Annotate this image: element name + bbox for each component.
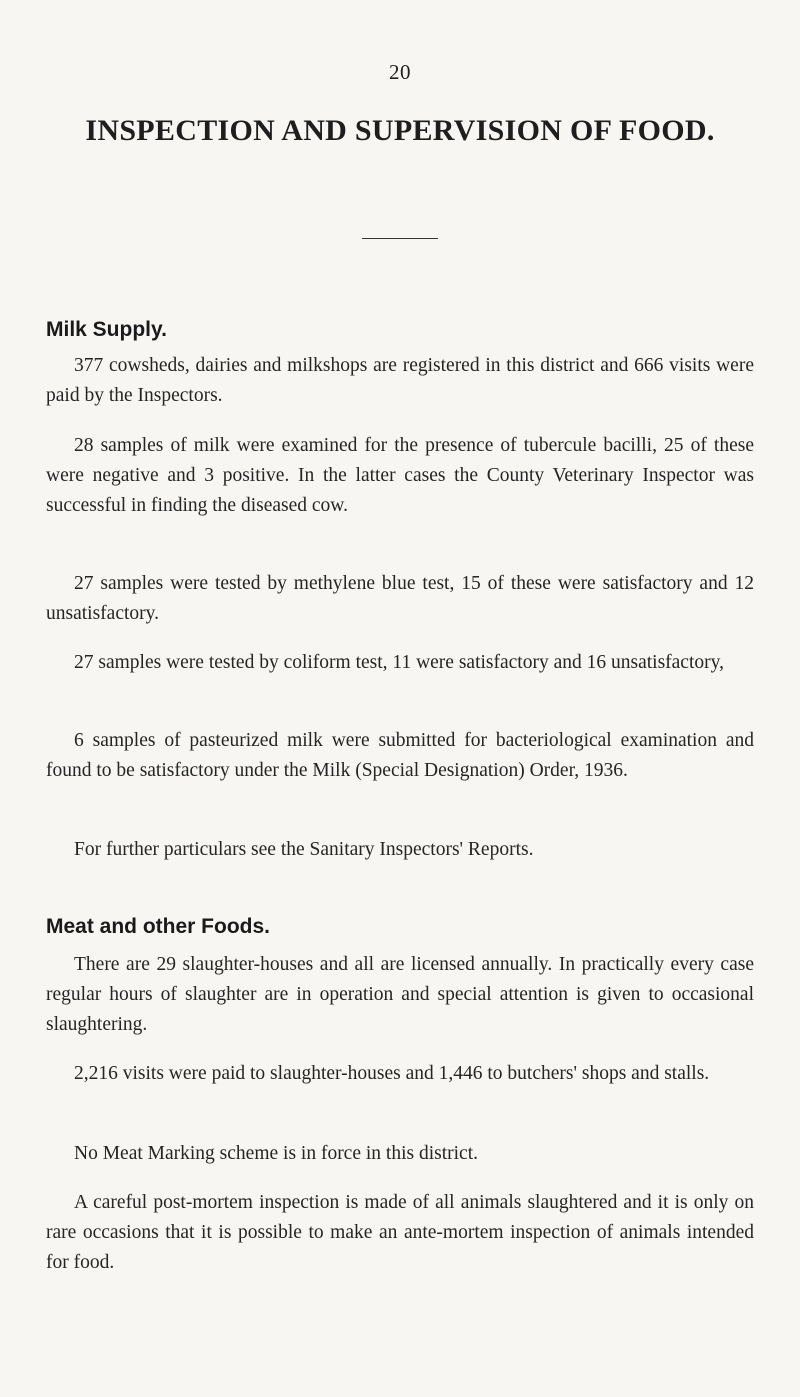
- milk-paragraph-methylene: 27 samples were tested by methylene blue test, 15 of these were satisfactory and 12 unsatisfactory.: [46, 573, 754, 624]
- meat-paragraph-visits: 2,216 visits were paid to slaughter-houses and 1,446 to butchers' shops and stalls.: [74, 1063, 710, 1084]
- milk-supply-heading: Milk Supply.: [46, 318, 167, 341]
- page-number: 20: [389, 60, 411, 84]
- meat-paragraph-marking: No Meat Marking scheme is in force in this district.: [74, 1143, 478, 1164]
- milk-paragraph-tubercule: 28 samples of milk were examined for the presence of tubercule bacilli, 25 of these were negative and 3 positive. In the latter cases the County Veterinary Inspector was successful in finding the diseased cow.: [46, 435, 754, 516]
- page-title: INSPECTION AND SUPERVISION OF FOOD.: [85, 114, 715, 147]
- meat-paragraph-inspection: A careful post-mortem inspection is made of all animals slaughtered and it is only on rare occasions that it is possible to make an ante-mortem inspection of animals intended for food.: [46, 1192, 754, 1273]
- milk-paragraph-coliform: 27 samples were tested by coliform test, 11 were satisfactory and 16 unsatisfactory,: [74, 652, 724, 673]
- milk-paragraph-reports: For further particulars see the Sanitary Inspectors' Reports.: [74, 839, 534, 860]
- title-divider: [362, 238, 438, 239]
- milk-paragraph-registrations: 377 cowsheds, dairies and milkshops are registered in this district and 666 visits were paid by the Inspectors.: [46, 355, 754, 406]
- meat-paragraph-slaughterhouses: There are 29 slaughter-houses and all are licensed annually. In practically every case regular hours of slaughter are in operation and special attention is given to occasional slaughtering.: [46, 954, 754, 1035]
- milk-paragraph-pasteurized: 6 samples of pasteurized milk were submitted for bacteriological examination and found to be satisfactory under the Milk (Special Designation) Order, 1936.: [46, 730, 754, 781]
- meat-foods-heading: Meat and other Foods.: [46, 915, 271, 938]
